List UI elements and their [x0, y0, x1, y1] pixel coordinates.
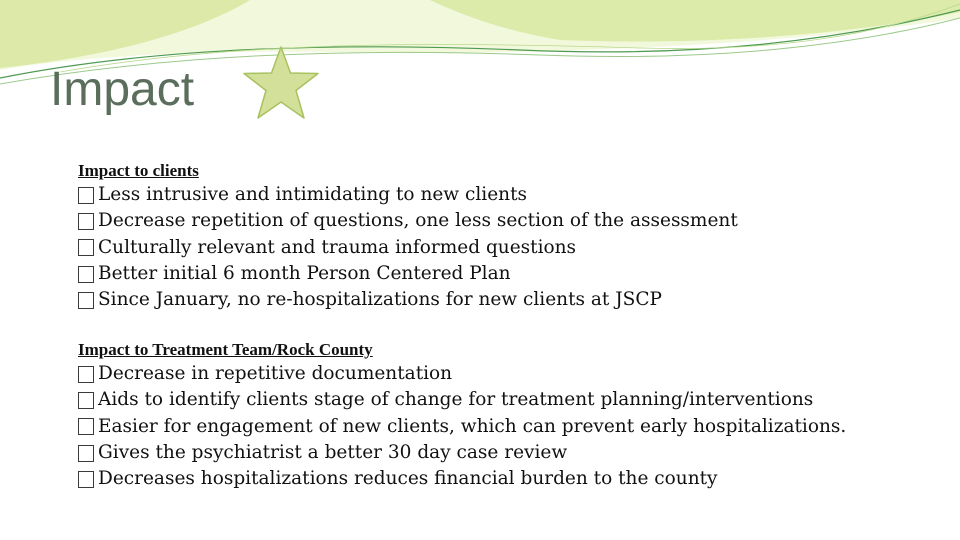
- list-item: [78, 361, 846, 387]
- bullet-list: [78, 361, 846, 492]
- list-item: [78, 440, 846, 466]
- list-item-text: Decrease repetition of questions, one less section of the assessment: [98, 210, 738, 232]
- list-item-text: Less intrusive and intimidating to new clients: [98, 184, 528, 205]
- star-icon: [240, 44, 322, 122]
- bullet-box-icon: [78, 471, 94, 488]
- list-item-text: Easier for engagement of new clients, which can prevent early hospitalizations.: [98, 415, 847, 437]
- list-item-text: Decreases hospitalizations reduces financial burden to the county: [98, 468, 718, 490]
- list-item-text: Since January, no re-hospitalizations for new clients at JSCP: [98, 289, 662, 311]
- list-item-text: Culturally relevant and trauma informed questions: [98, 236, 577, 258]
- bullet-box-icon: [78, 392, 94, 409]
- section-heading: Impact to Treatment Team/Rock County: [78, 340, 373, 359]
- list-item: [78, 387, 846, 413]
- list-item: [78, 182, 738, 208]
- impact-to-clients-section: [78, 160, 738, 313]
- list-item: [78, 261, 738, 287]
- bullet-box-icon: [78, 418, 94, 435]
- bullet-list: [78, 182, 738, 313]
- list-item: [78, 235, 738, 261]
- bullet-box-icon: [78, 292, 94, 309]
- bullet-box-icon: [78, 239, 94, 256]
- list-item-text: Decrease in repetitive documentation: [98, 363, 453, 384]
- list-item: [78, 287, 738, 313]
- bullet-box-icon: [78, 266, 94, 283]
- slide-title: Impact: [50, 63, 195, 116]
- bullet-box-icon: [78, 445, 94, 462]
- list-item: [78, 208, 738, 234]
- list-item-text: Better initial 6 month Person Centered Plan: [98, 262, 511, 284]
- list-item-text: Aids to identify clients stage of change for treatment planning/interventions: [98, 389, 814, 411]
- impact-to-treatment-team-section: [78, 339, 846, 492]
- bullet-box-icon: [78, 187, 94, 204]
- list-item: [78, 466, 846, 492]
- list-item-text: Gives the psychiatrist a better 30 day case review: [98, 441, 568, 463]
- bullet-box-icon: [78, 366, 94, 383]
- bullet-box-icon: [78, 213, 94, 230]
- list-item: [78, 414, 846, 440]
- section-heading: Impact to clients: [78, 161, 199, 180]
